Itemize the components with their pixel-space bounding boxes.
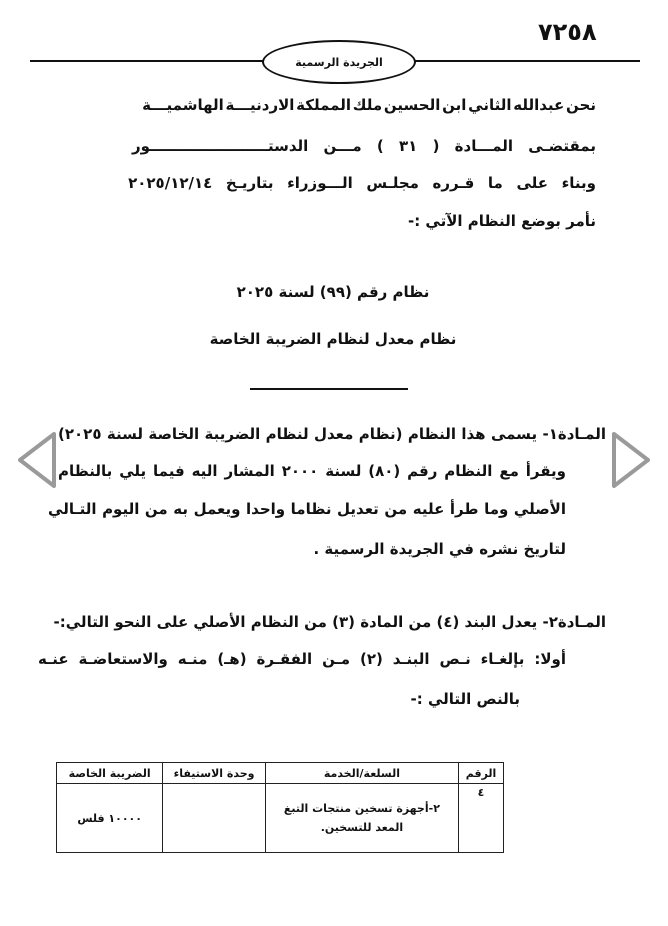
word: المملكة (296, 96, 352, 114)
word: لسنة (106, 425, 143, 443)
word: ( (432, 137, 440, 155)
word: أولا: (534, 650, 566, 668)
title-rule (250, 388, 408, 390)
word: يسمى (490, 425, 538, 443)
cell-unit (163, 784, 265, 853)
word: ويقرأ (525, 462, 566, 480)
word: والاستعاضـة (78, 650, 168, 668)
word: مجلـس (366, 174, 419, 192)
word: ٢٠٢٥/١٢/١٤ (128, 174, 213, 192)
triangle-left-icon (14, 430, 62, 490)
word: ما (487, 174, 503, 192)
word: منـه (177, 650, 208, 668)
word: هذا (461, 425, 486, 443)
word: فيما (153, 462, 185, 480)
word: الحسين (383, 96, 441, 114)
word: التـالي (48, 500, 97, 518)
header-number: الرقم (459, 763, 504, 784)
regulation-number-title: نظام رقم (٩٩) لسنة ٢٠٢٥ (236, 283, 430, 301)
word: طرأ (449, 500, 479, 518)
article1-line-3 (48, 500, 566, 518)
word: البنـد (392, 650, 430, 668)
cell-item-line-1: ٢-أجهزة تسخين منتجات التبغ (283, 802, 440, 815)
word: النظام (444, 462, 493, 480)
word: بإلغـاء (480, 650, 525, 668)
cell-item (265, 784, 458, 853)
word: لسنة (325, 462, 362, 480)
word: المشار (224, 462, 275, 480)
word: اليه (191, 462, 218, 480)
word: الدستـــــــــــــــــــــــور (132, 137, 309, 155)
word: به (173, 500, 189, 518)
word: (٢) (359, 650, 383, 668)
word: الفقـرة (256, 650, 313, 668)
word: (هـ) (217, 650, 247, 668)
word: وما (484, 500, 509, 518)
article1-line-4: لتاريخ نشره في الجريدة الرسمية . (313, 540, 566, 558)
preamble-line-3 (128, 174, 596, 192)
word: نحن (566, 96, 596, 114)
header-tax: الضريبة الخاصة (57, 763, 163, 784)
word: بتاريـخ (225, 174, 274, 192)
word: لنظام (265, 425, 309, 443)
word: الاردنيـــة (225, 96, 295, 114)
article2-line-1: المـادة٢- يعدل البند (٤) من المادة (٣) من النظام الأصلي على النحو التالي:- (53, 613, 606, 631)
word: تعديل (337, 500, 379, 518)
word: النظام (407, 425, 457, 443)
article1-line-1 (58, 425, 606, 443)
word: على (516, 174, 548, 192)
article2-line-2 (38, 650, 566, 668)
page-number: ٧٢٥٨ (538, 18, 597, 46)
cell-item-line-2: المعد للتسخين. (320, 821, 404, 834)
word: ٢٠٠٠ (281, 462, 319, 480)
table-row (57, 784, 504, 853)
tax-table (56, 762, 504, 853)
word: الهاشميـــة (142, 96, 224, 114)
word: (نظام (358, 425, 403, 443)
word: ٣١ (399, 137, 418, 155)
preamble-line-1 (142, 96, 596, 114)
cell-number: ٤ (459, 784, 504, 853)
preamble-line-4: نأمر بوضع النظام الآتي :- (407, 212, 596, 230)
word: واحدا (246, 500, 286, 518)
word: بمقتضـى (528, 137, 596, 155)
word: ملك (352, 96, 383, 114)
word: رقم (407, 462, 438, 480)
word: الأصلي (513, 500, 566, 518)
article2-line-3: بالنص التالي :- (410, 690, 520, 708)
header-unit: وحدة الاستيفاء (163, 763, 265, 784)
word: نـص (439, 650, 471, 668)
word: عليه (412, 500, 445, 518)
word: ٢٠٢٥) (58, 425, 102, 443)
word: نظاما (290, 500, 332, 518)
word: وبناء (561, 174, 596, 192)
regulation-name-title: نظام معدل لنظام الضريبة الخاصة (209, 330, 457, 348)
word: عنـه (38, 650, 69, 668)
word: ) (376, 137, 384, 155)
header-oval (262, 40, 416, 84)
word: مـــن (323, 137, 362, 155)
word: بالنظام (58, 462, 113, 480)
word: الخاصة (148, 425, 200, 443)
cell-tax: ١٠٠٠٠ فلس (57, 784, 163, 853)
word: اليوم (102, 500, 140, 518)
word: من (384, 500, 408, 518)
prev-page-button[interactable] (14, 430, 62, 490)
word: يلي (119, 462, 147, 480)
word: من (144, 500, 168, 518)
word: الضريبة (204, 425, 261, 443)
preamble-line-2 (132, 137, 596, 155)
table-header-row (57, 763, 504, 784)
header-item: السلعة/الخدمة (265, 763, 458, 784)
word: (٨٠) (368, 462, 401, 480)
word: قـرره (432, 174, 475, 192)
header-label: الجريدة الرسمية (295, 55, 383, 69)
word: المـــادة (454, 137, 514, 155)
next-page-button[interactable] (606, 430, 654, 490)
word: عبدالله (513, 96, 565, 114)
word: الثاني (468, 96, 512, 114)
article1-line-2 (58, 462, 566, 480)
word: ويعمل (193, 500, 241, 518)
word: المـادة١- (542, 425, 606, 443)
word: ابن (442, 96, 467, 114)
word: مع (499, 462, 519, 480)
triangle-right-icon (606, 430, 654, 490)
word: مـن (322, 650, 351, 668)
word: معدل (313, 425, 354, 443)
word: الـــوزراء (287, 174, 353, 192)
